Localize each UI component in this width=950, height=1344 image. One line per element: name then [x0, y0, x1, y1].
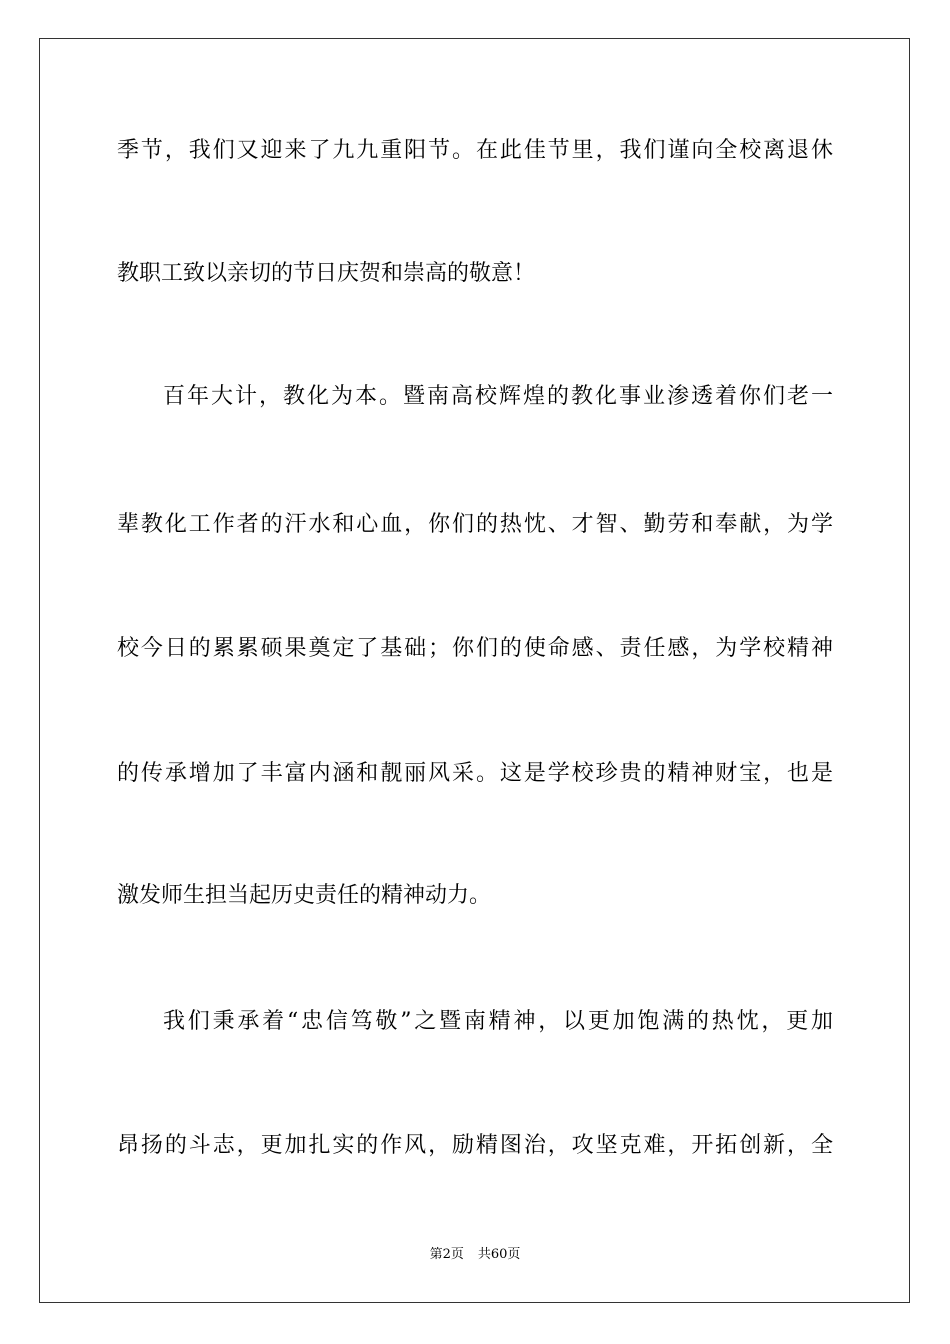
text-line: 校今日的累累硕果奠定了基础；你们的使命感、责任感，为学校精神 — [117, 636, 833, 661]
text-line: 激发师生担当起历史责任的精神动力。 — [117, 883, 492, 908]
text-line: 百年大计，教化为本。暨南高校辉煌的教化事业渗透着你们老一 — [163, 384, 833, 409]
text-line: 昂扬的斗志，更加扎实的作风，励精图治，攻坚克难，开拓创新，全 — [117, 1133, 833, 1158]
page-frame — [39, 38, 910, 1303]
text-line: 我们秉承着“忠信笃敬”之暨南精神，以更加饱满的热忱，更加 — [163, 1009, 833, 1034]
page-number: 第2页 — [429, 1247, 464, 1262]
page-footer — [0, 1246, 950, 1264]
text-line: 季节，我们又迎来了九九重阳节。在此佳节里，我们谨向全校离退休 — [117, 138, 833, 163]
page-total: 共60页 — [477, 1247, 521, 1262]
text-line: 教职工致以亲切的节日庆贺和崇高的敬意！ — [117, 261, 536, 286]
text-line: 辈教化工作者的汗水和心血，你们的热忱、才智、勤劳和奉献，为学 — [117, 512, 833, 537]
text-line: 的传承增加了丰富内涵和靓丽风采。这是学校珍贵的精神财宝，也是 — [117, 761, 833, 786]
